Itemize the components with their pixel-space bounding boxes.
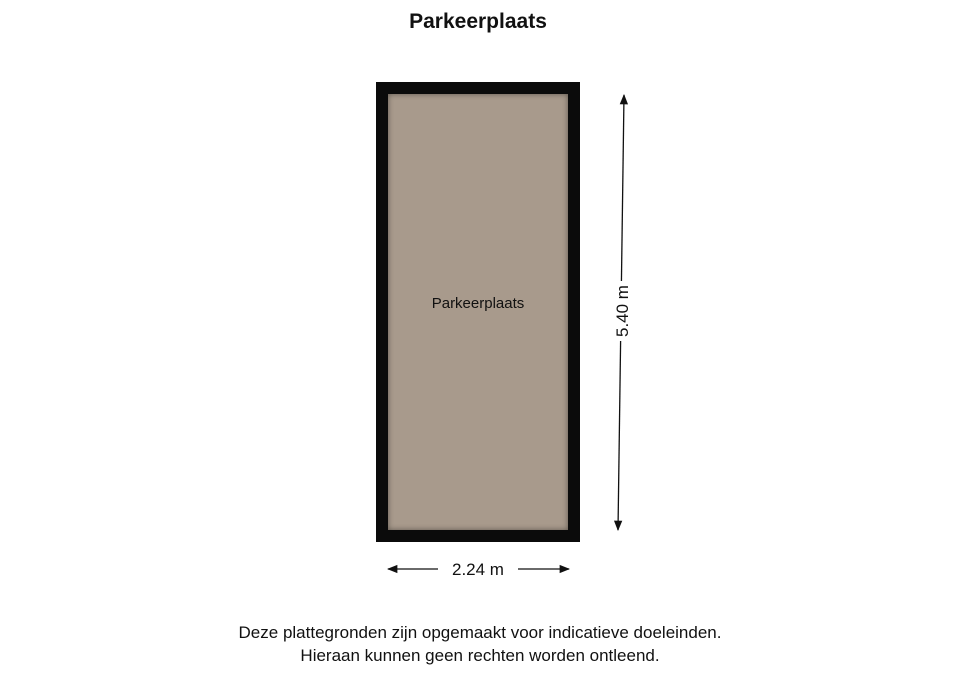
disclaimer-line-1: Deze plattegronden zijn opgemaakt voor indicatieve doeleinden.	[238, 623, 722, 642]
height-dimension-text: 5.40 m	[613, 281, 632, 341]
room-label: Parkeerplaats	[431, 295, 525, 312]
height-dimension-label	[612, 271, 634, 351]
disclaimer-line-2: Hieraan kunnen geen rechten worden ontleend.	[300, 646, 660, 665]
disclaimer	[0, 621, 960, 667]
page-title: Parkeerplaats	[409, 10, 547, 33]
width-dimension-label: 2.24 m	[438, 559, 518, 581]
